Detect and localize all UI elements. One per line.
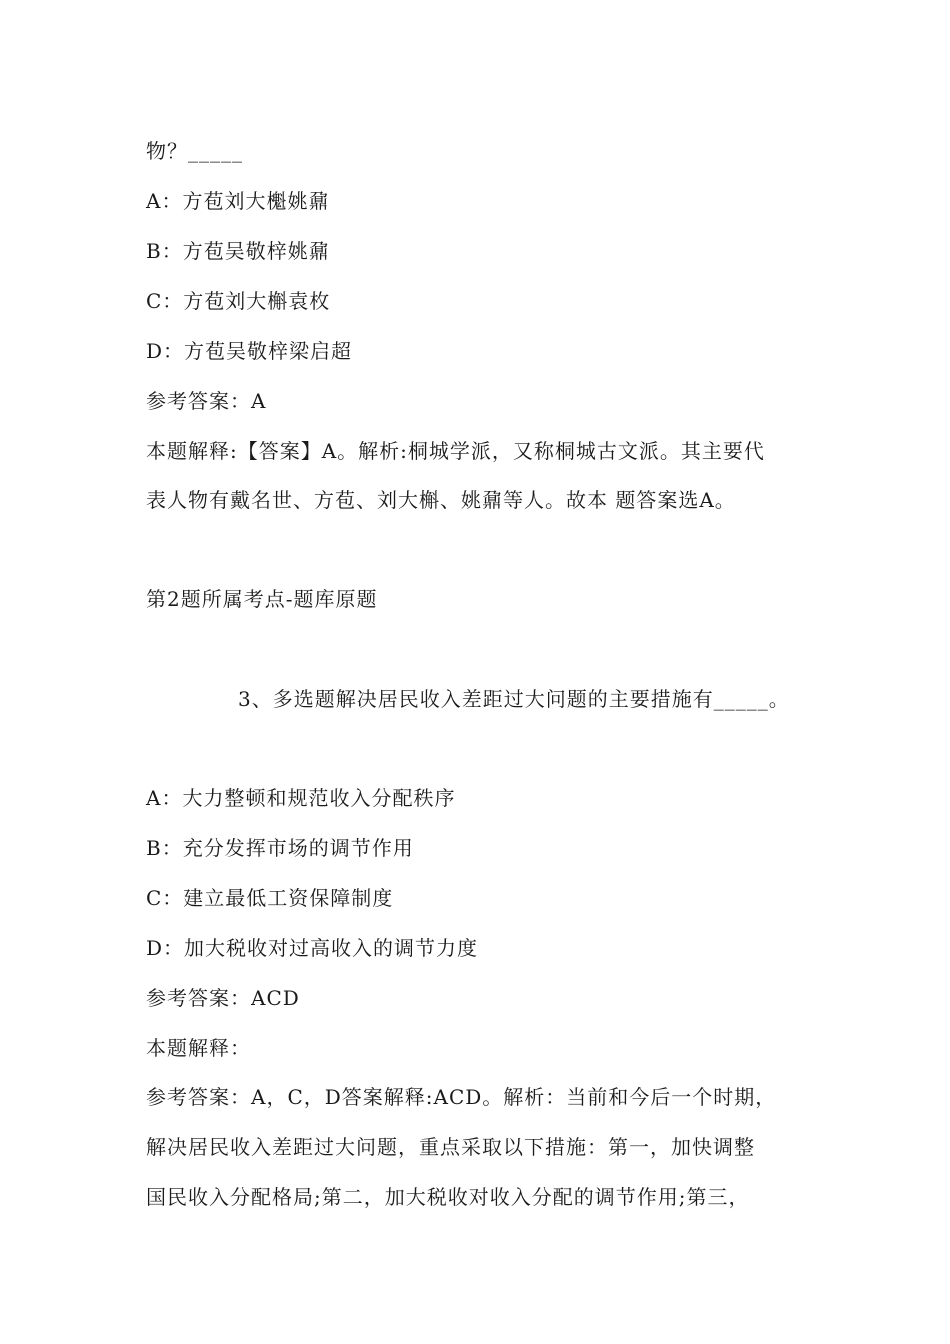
section-note: 第2题所属考点-题库原题 [146, 587, 378, 611]
q1-explanation-line-2: 表人物有戴名世、方苞、刘大槲、姚鼐等人。故本 题答案选A。 [146, 488, 736, 512]
q3-explanation-line-2: 解决居民收入差距过大问题，重点采取以下措施：第一，加快调整 [146, 1135, 755, 1159]
q1-explanation-line-1: 本题解释:【答案】A。解析:桐城学派，又称桐城古文派。其主要代 [146, 439, 765, 463]
q1-option-c: C：方苞刘大槲袁枚 [146, 289, 331, 313]
q3-explanation-line-1: 参考答案：A，C，D答案解释:ACD。解析：当前和今后一个时期， [146, 1085, 777, 1109]
q3-option-c: C：建立最低工资保障制度 [146, 886, 394, 910]
q1-option-a: A：方苞刘大櫆姚鼐 [146, 189, 330, 213]
q3-answer: 参考答案：ACD [146, 986, 300, 1010]
q3-option-b: B：充分发挥市场的调节作用 [146, 836, 414, 860]
q3-explanation-line-3: 国民收入分配格局;第二，加大税收对收入分配的调节作用;第三， [146, 1185, 750, 1209]
q1-stem-tail: 物？_____ [146, 139, 243, 163]
q3-option-d: D：加大税收对过高收入的调节力度 [146, 936, 479, 960]
q1-option-b: B：方苞吴敬梓姚鼐 [146, 239, 330, 263]
q1-option-d: D：方苞吴敬梓梁启超 [146, 339, 353, 363]
q3-option-a: A：大力整顿和规范收入分配秩序 [146, 786, 456, 810]
q3-stem: 3、多选题解决居民收入差距过大问题的主要措施有_____。 [238, 687, 790, 711]
q1-answer: 参考答案：A [146, 389, 267, 413]
q3-explanation-label: 本题解释： [146, 1036, 251, 1060]
